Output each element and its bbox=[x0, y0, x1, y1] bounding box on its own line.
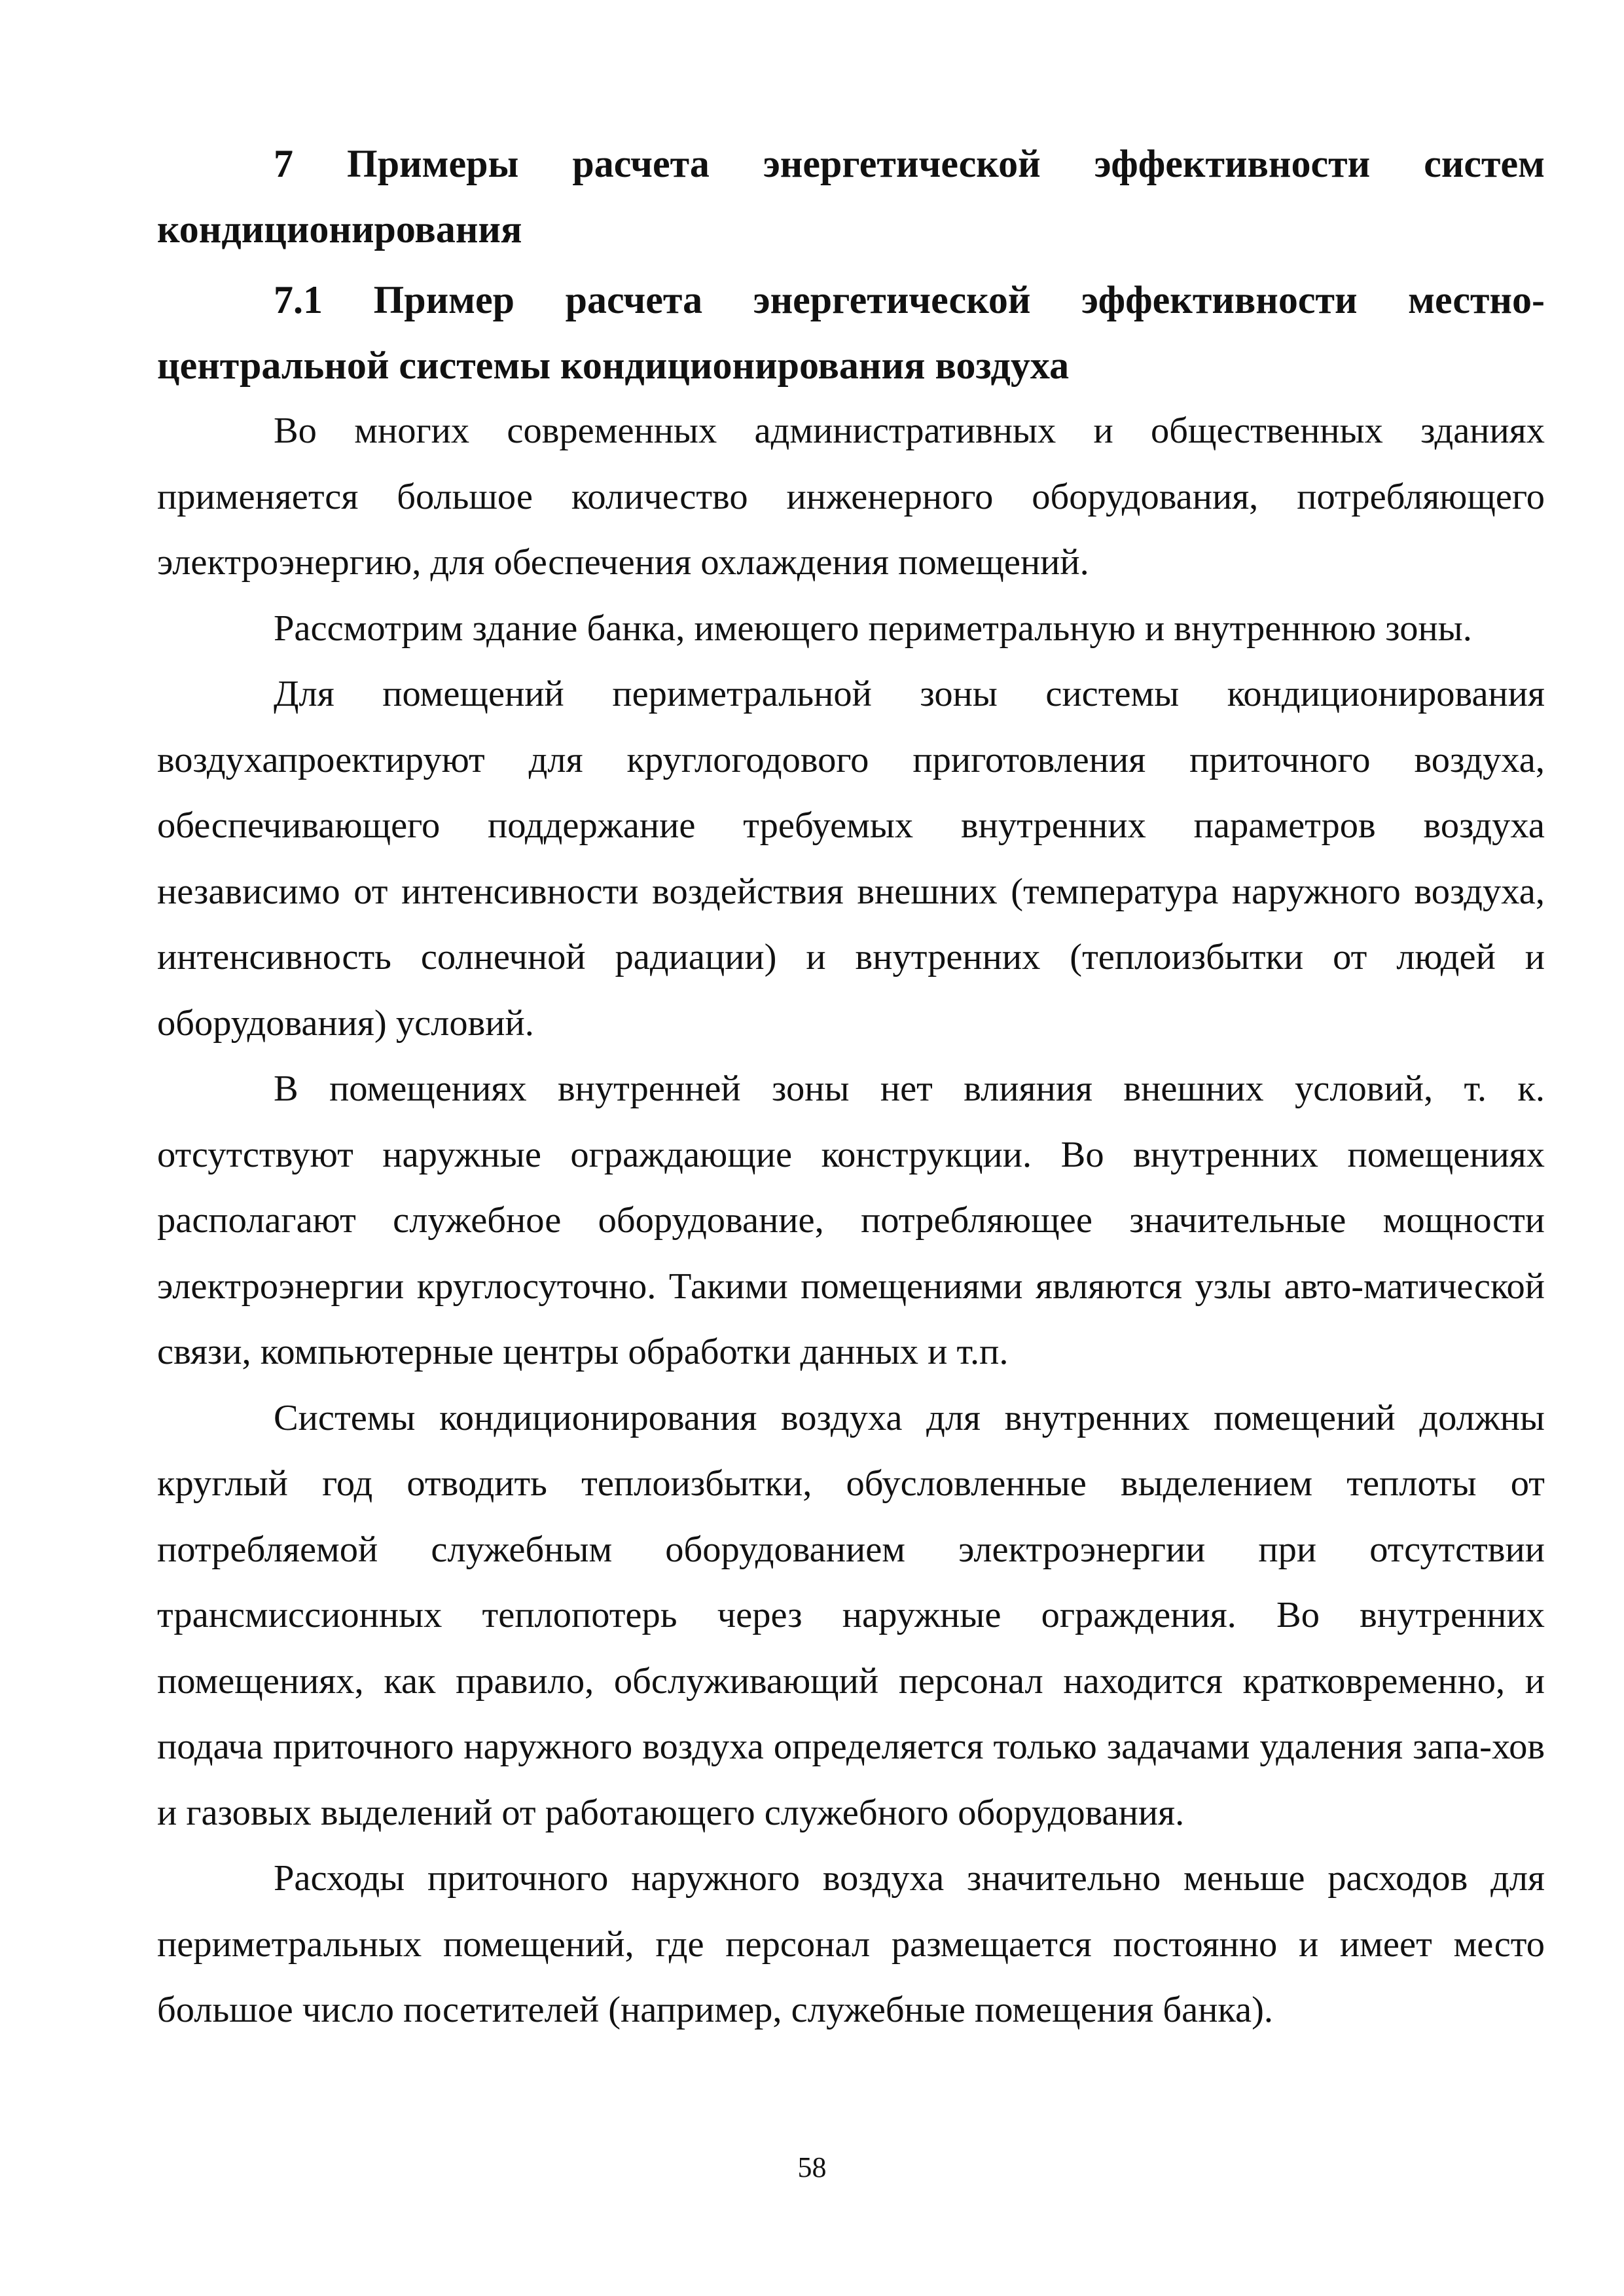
section-heading: 7.1 Пример расчета энергетической эффективности местно-центральной системы кондиционирования воздуха bbox=[157, 278, 1545, 387]
page-body bbox=[157, 131, 1545, 2043]
paragraph: Во многих современных административных и общественных зданиях применяется большое количество инженерного оборудования, потребляющего электроэнергию, для обеспечения охлаждения помещений. bbox=[157, 410, 1545, 583]
chapter-heading: 7 Примеры расчета энергетической эффективности систем кондиционирования bbox=[157, 142, 1545, 251]
paragraph: В помещениях внутренней зоны нет влияния внешних условий, т. к. отсутствуют наружные ограждающие конструкции. Во внутренних помещениях располагают служебное оборудование, потребляющее значительные мощности электроэнергии круглосуточно. Такими помещениями являются узлы авто-матической связи, компьютерные центры обработки данных и т.п. bbox=[157, 1068, 1545, 1372]
paragraph: Рассмотрим здание банка, имеющего периметральную и внутреннюю зоны. bbox=[274, 608, 1472, 649]
paragraph: Для помещений периметральной зоны системы кондиционирования воздухапроектируют для круглогодового приготовления приточного воздуха, обеспечивающего поддержание требуемых внутренних параметров воздуха независимо от интенсивности воздействия внешних (температура наружного воздуха, интенсивность солнечной радиации) и внутренних (теплоизбытки от людей и оборудования) условий. bbox=[157, 674, 1545, 1044]
paragraph: Расходы приточного наружного воздуха значительно меньше расходов для периметральных помещений, где персонал размещается постоянно и имеет место большое число посетителей (например, служебные помещения банка). bbox=[157, 1858, 1545, 2030]
page-number: 58 bbox=[797, 2151, 827, 2183]
paragraph: Системы кондиционирования воздуха для внутренних помещений должны круглый год отводить теплоизбытки, обусловленные выделением теплоты от потребляемой служебным оборудованием электроэнергии при отсутствии трансмиссионных теплопотерь через наружные ограждения. Во внутренних помещениях, как правило, обслуживающий персонал находится кратковременно, и подача приточного наружного воздуха определяется только задачами удаления запа-хов и газовых выделений от работающего служебного оборудования. bbox=[157, 1397, 1545, 1833]
